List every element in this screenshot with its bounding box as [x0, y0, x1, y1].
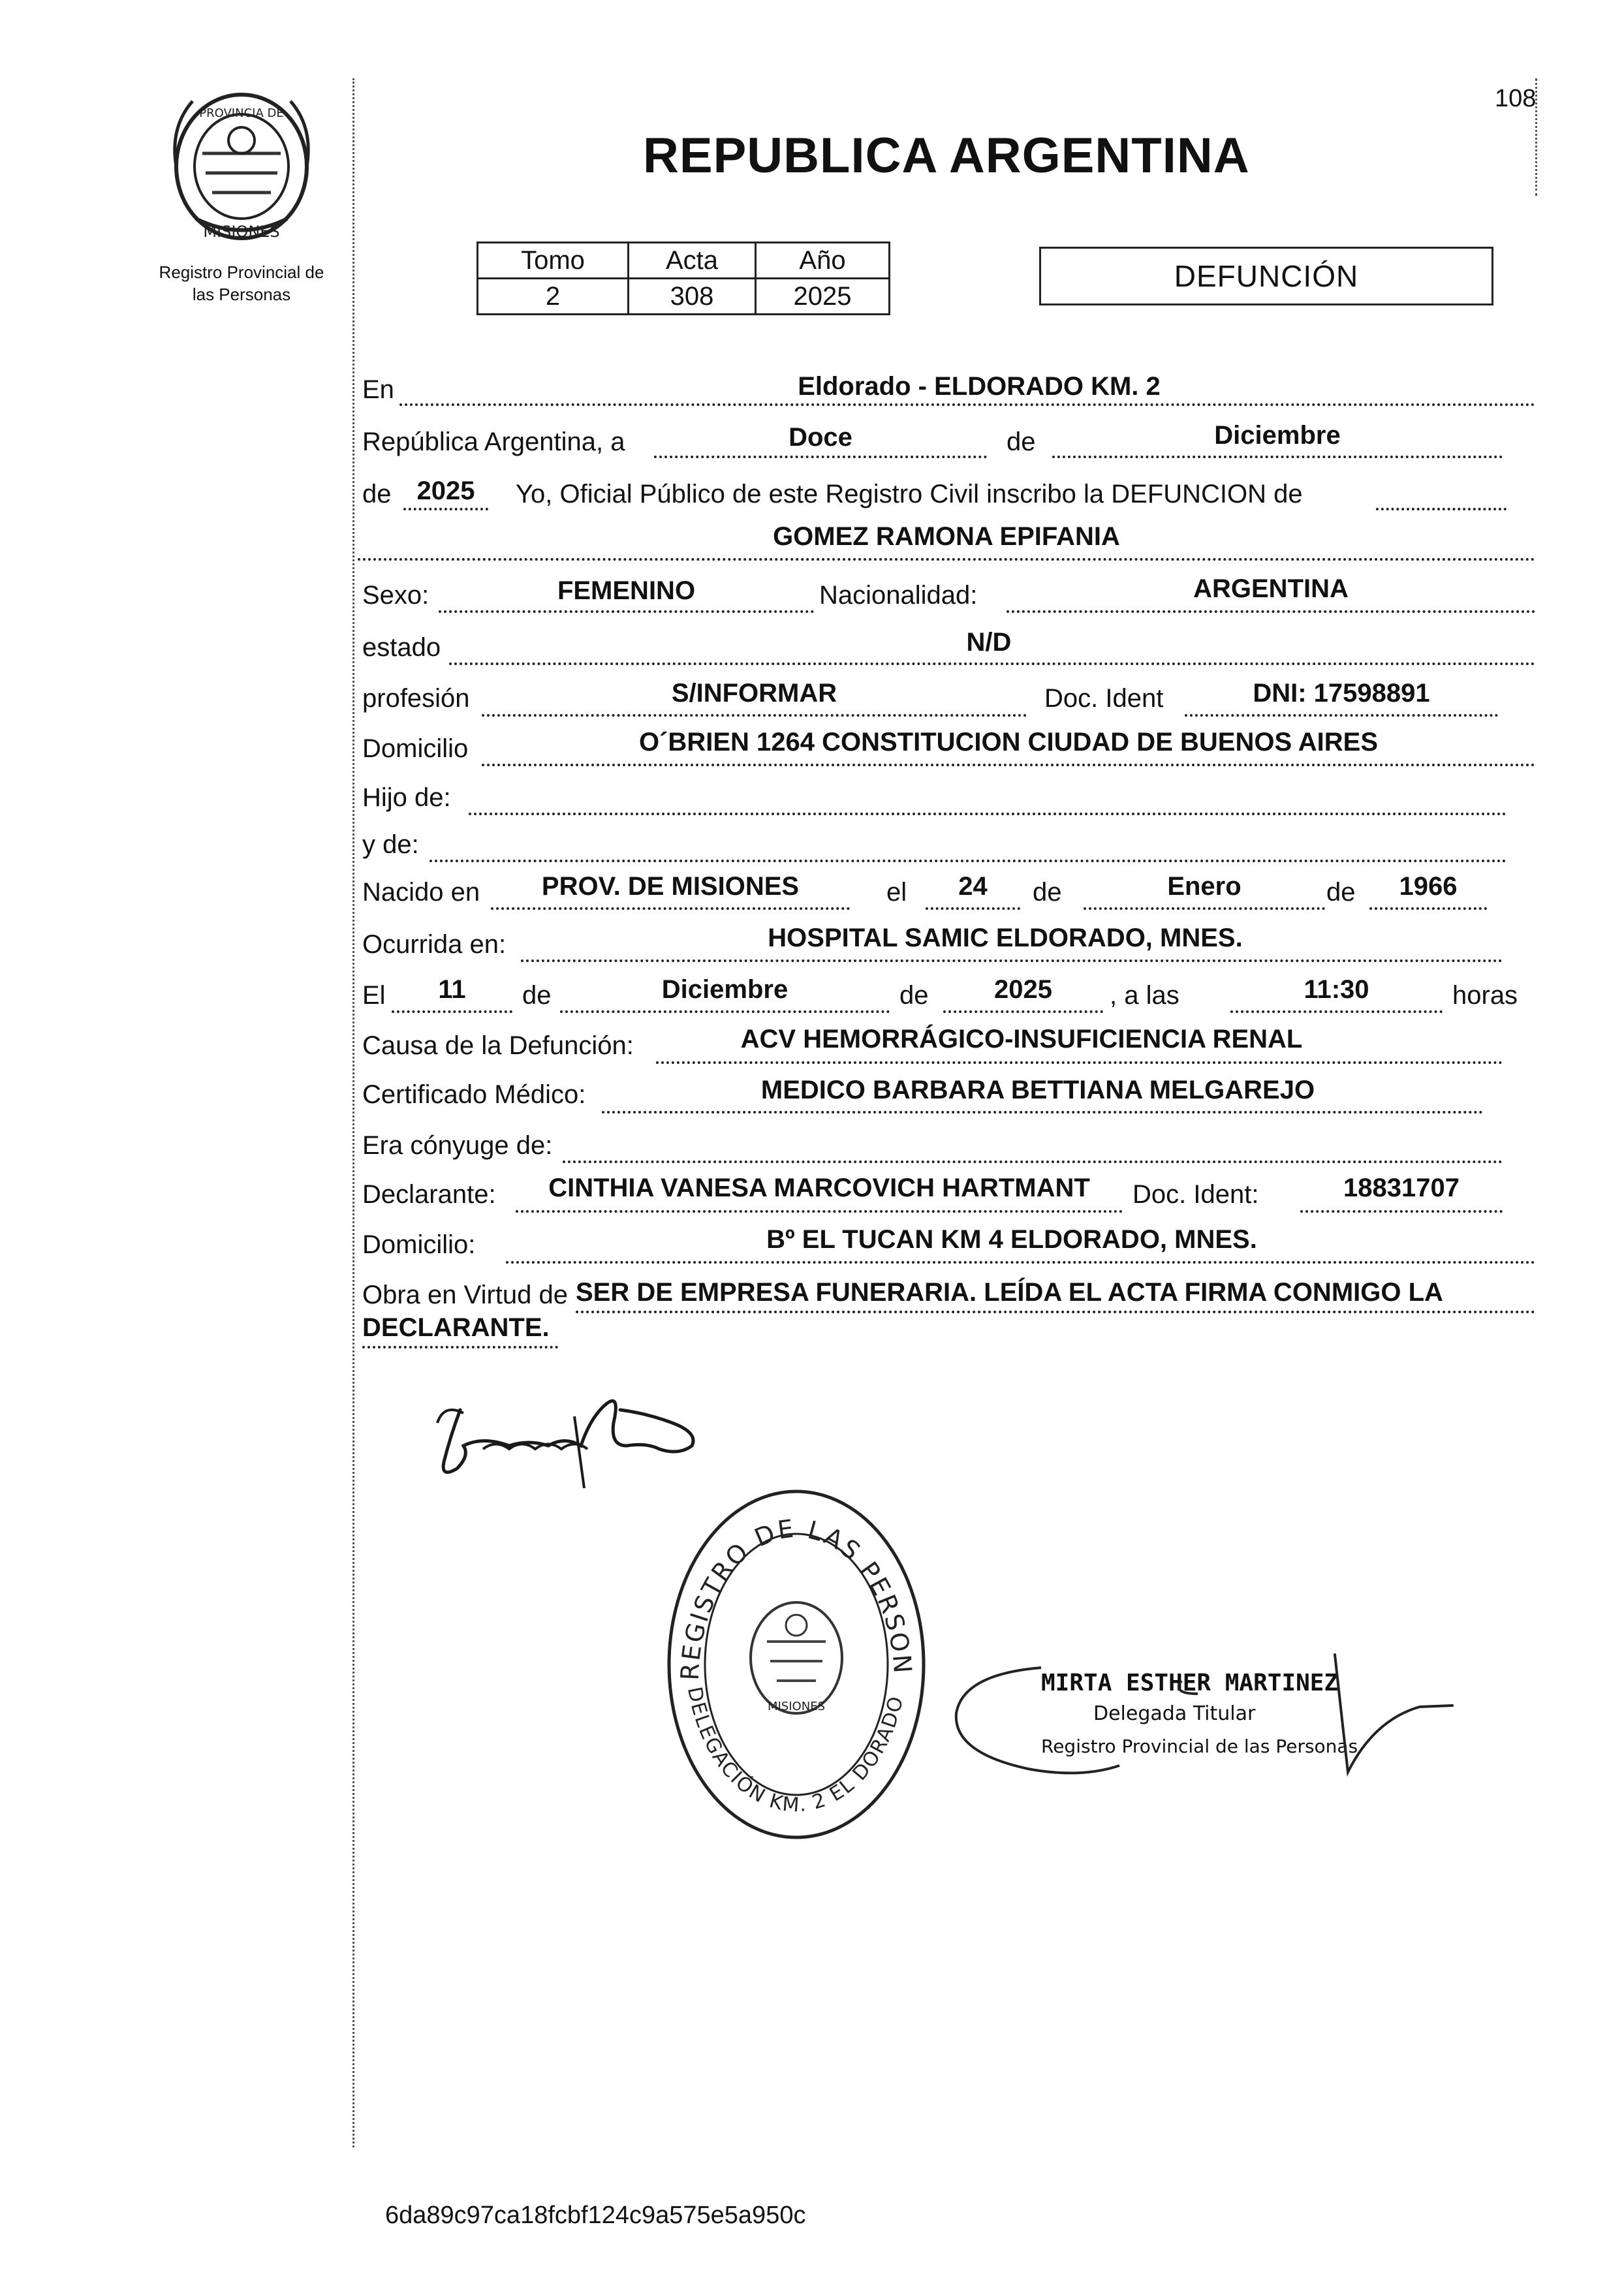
emblem-text-bottom: MISIONES	[203, 223, 280, 241]
page-title: REPUBLICA ARGENTINA	[643, 128, 1250, 183]
line-nacido	[491, 907, 850, 910]
line-birth-month	[1084, 907, 1325, 910]
field-decl-domicilio: Bº EL TUCAN KM 4 ELDORADO, MNES.	[766, 1225, 1257, 1254]
line-hijo	[469, 813, 1507, 815]
header-anio: Año	[756, 243, 890, 279]
label-yde: y de:	[362, 830, 419, 859]
field-doc: DNI: 17598891	[1253, 679, 1430, 708]
label-republica: República Argentina, a	[362, 428, 625, 456]
stamp-ring-top: REGISTRO DE LAS PERSONAS	[649, 1462, 918, 1681]
field-nacido-en: PROV. DE MISIONES	[541, 872, 800, 901]
left-margin-rule	[352, 78, 354, 2147]
field-obra-line1: SER DE EMPRESA FUNERARIA. LEÍDA EL ACTA FIRMA CONMIGO LA	[576, 1278, 1443, 1307]
value-acta: 308	[629, 279, 756, 315]
organization-line-1: Registro Provincial de	[159, 262, 324, 282]
field-death-day: 11	[438, 975, 466, 1004]
field-year: 2025	[416, 476, 475, 505]
label-obra: Obra en Virtud de	[362, 1281, 569, 1309]
label-alas: , a las	[1110, 981, 1179, 1010]
header-acta: Acta	[629, 243, 756, 279]
label-domicilio: Domicilio	[362, 734, 469, 763]
line-year	[403, 508, 488, 510]
label-profesion: profesión	[362, 684, 470, 713]
line-decl-domicilio	[506, 1261, 1535, 1264]
label-sexo: Sexo:	[362, 581, 429, 610]
field-month: Diciembre	[1214, 421, 1341, 450]
line-obra-2	[362, 1346, 558, 1348]
label-horas: horas	[1452, 981, 1518, 1010]
label-certificado: Certificado Médico:	[362, 1080, 586, 1109]
header-tomo: Tomo	[478, 243, 629, 279]
label-doc: Doc. Ident	[1044, 684, 1164, 713]
line-birth-year	[1369, 907, 1487, 910]
line-estado	[449, 662, 1535, 665]
field-place: Eldorado - ELDORADO KM. 2	[798, 372, 1161, 401]
line-causa	[656, 1061, 1503, 1064]
official-role: Delegada Titular	[1093, 1702, 1256, 1725]
field-deceased-name: GOMEZ RAMONA EPIFANIA	[773, 522, 1120, 551]
label-hijo: Hijo de:	[362, 783, 451, 812]
line-ocurrida	[521, 959, 1503, 962]
line-name	[358, 558, 1535, 561]
field-declarante: CINTHIA VANESA MARCOVICH HARTMANT	[548, 1174, 1090, 1202]
line-death-year	[943, 1010, 1103, 1013]
stamp-inner-text: MISIONES	[767, 1700, 826, 1713]
line-inscription-end	[1376, 508, 1507, 510]
official-stamp-icon	[950, 1642, 1459, 1792]
line-nacionalidad	[1007, 610, 1535, 613]
record-type-box: DEFUNCIÓN	[1039, 247, 1493, 305]
misiones-emblem-icon	[166, 88, 317, 245]
line-profesion	[482, 714, 1027, 717]
official-office: Registro Provincial de las Personas	[1041, 1736, 1358, 1757]
label-causa: Causa de la Defunción:	[362, 1031, 634, 1060]
label-ocurrida: Ocurrida en:	[362, 930, 507, 959]
label-el: el	[886, 878, 907, 907]
page-number: 108	[1495, 85, 1537, 112]
label-de-1: de	[1007, 428, 1036, 456]
label-declarante: Declarante:	[362, 1180, 496, 1209]
field-death-time: 11:30	[1304, 975, 1369, 1004]
organization-line-2: las Personas	[192, 285, 291, 304]
label-conyuge: Era cónyuge de:	[362, 1131, 553, 1160]
value-anio: 2025	[756, 279, 890, 315]
line-day	[654, 456, 987, 458]
field-causa: ACV HEMORRÁGICO-INSUFICIENCIA RENAL	[740, 1025, 1303, 1053]
field-ocurrida-en: HOSPITAL SAMIC ELDORADO, MNES.	[768, 924, 1243, 952]
field-estado: N/D	[966, 628, 1012, 657]
label-de-death-1: de	[522, 981, 552, 1010]
field-domicilio: O´BRIEN 1264 CONSTITUCION CIUDAD DE BUENOS AIRES	[639, 728, 1378, 756]
field-birth-day: 24	[958, 872, 988, 901]
field-obra-line2: DECLARANTE.	[362, 1313, 550, 1342]
label-en: En	[362, 375, 394, 404]
official-name: MIRTA ESTHER MARTINEZ	[1041, 1670, 1339, 1696]
line-en	[399, 403, 1535, 406]
label-de-birth-2: de	[1326, 878, 1356, 907]
field-death-month: Diciembre	[661, 975, 789, 1004]
line-death-day	[392, 1010, 512, 1013]
declarant-signature-icon	[424, 1384, 705, 1501]
label-nacido: Nacido en	[362, 878, 480, 907]
field-certificado: MEDICO BARBARA BETTIANA MELGAREJO	[760, 1076, 1315, 1104]
line-obra-1	[576, 1311, 1535, 1313]
field-birth-year: 1966	[1399, 872, 1458, 901]
field-birth-month: Enero	[1167, 872, 1241, 901]
line-decl-doc	[1300, 1210, 1503, 1213]
line-sexo	[439, 610, 814, 613]
field-death-year: 2025	[994, 975, 1052, 1004]
label-nacionalidad: Nacionalidad:	[819, 581, 978, 610]
label-estado: estado	[362, 633, 441, 662]
label-El: El	[362, 981, 386, 1010]
label-decl-doc: Doc. Ident:	[1132, 1180, 1259, 1209]
label-de-birth-1: de	[1033, 878, 1062, 907]
label-decl-domicilio: Domicilio:	[362, 1230, 476, 1259]
emblem-text-top: PROVINCIA DE	[199, 106, 284, 120]
registry-stamp-icon	[649, 1462, 933, 1844]
line-death-time	[1230, 1010, 1443, 1013]
stamp-ring-bottom: DELEGACIÓN KM. 2 EL DORADO	[682, 1685, 909, 1817]
line-death-month	[560, 1010, 890, 1013]
line-month	[1052, 456, 1503, 458]
inscription-text: Yo, Oficial Público de este Registro Civil inscribo la DEFUNCION de	[516, 480, 1303, 508]
line-doc	[1185, 714, 1498, 717]
field-decl-doc: 18831707	[1343, 1174, 1460, 1202]
line-birth-day	[926, 907, 1020, 910]
line-declarante	[516, 1210, 1123, 1213]
line-yde	[429, 860, 1507, 862]
organization-name	[134, 261, 349, 305]
field-day: Doce	[789, 423, 852, 452]
value-tomo: 2	[478, 279, 629, 315]
line-domicilio	[482, 764, 1535, 766]
document-hash: 6da89c97ca18fcbf124c9a575e5a950c	[385, 2202, 806, 2229]
field-sexo: FEMENINO	[557, 576, 696, 605]
label-de-year: de	[362, 480, 392, 508]
line-certificado	[602, 1111, 1483, 1114]
label-de-death-2: de	[899, 981, 929, 1010]
field-nacionalidad: ARGENTINA	[1193, 574, 1349, 603]
line-conyuge	[563, 1161, 1503, 1163]
field-profesion: S/INFORMAR	[671, 679, 837, 708]
registry-table	[476, 242, 890, 315]
